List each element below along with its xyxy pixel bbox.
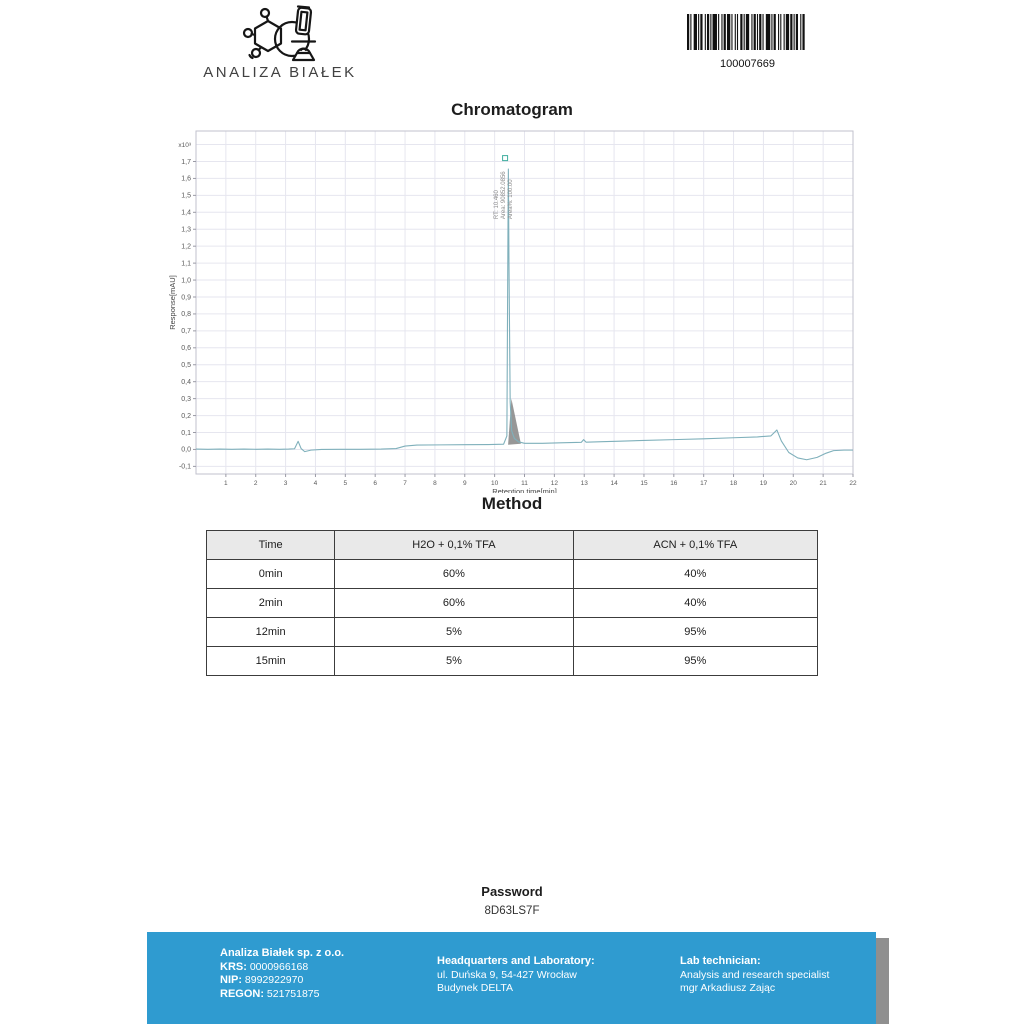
- method-table-body: [207, 560, 818, 676]
- method-cell: 95%: [573, 647, 817, 676]
- svg-text:7: 7: [403, 480, 407, 487]
- method-cell: 40%: [573, 589, 817, 618]
- footer-company-name: Analiza Białek sp. z o.o.: [220, 947, 345, 959]
- svg-text:0,5: 0,5: [181, 362, 191, 370]
- svg-text:19: 19: [759, 480, 768, 487]
- company-logo: [180, 4, 380, 81]
- method-cell: 12min: [207, 618, 335, 647]
- method-cell: 5%: [335, 618, 573, 647]
- footer-technician-name: mgr Arkadiusz Zając: [680, 982, 776, 994]
- svg-text:1,6: 1,6: [181, 175, 191, 183]
- svg-text:1,2: 1,2: [181, 243, 191, 251]
- method-cell: 15min: [207, 647, 335, 676]
- barcode-number: 100007669: [719, 58, 776, 70]
- svg-text:0,8: 0,8: [181, 311, 191, 319]
- footer-hq-building: Budynek DELTA: [437, 982, 514, 994]
- svg-text:17: 17: [700, 480, 708, 487]
- method-cell: 40%: [573, 560, 817, 589]
- svg-text:16: 16: [670, 480, 678, 487]
- footer-technician-role: Analysis and research specialist: [680, 968, 830, 981]
- barcode-icon: [687, 14, 808, 50]
- method-table: [206, 530, 818, 676]
- svg-text:11: 11: [521, 480, 528, 487]
- barcode-block: [687, 14, 808, 70]
- footer-hq-block: [437, 955, 595, 996]
- method-cell: 95%: [573, 618, 817, 647]
- svg-text:0,3: 0,3: [181, 395, 191, 403]
- svg-text:10: 10: [491, 480, 499, 487]
- footer-krs: KRS: 0000966168: [220, 960, 309, 973]
- svg-text:Retention time[min]: Retention time[min]: [492, 487, 557, 493]
- footer-hq-address: ul. Duńska 9, 54-427 Wrocław: [437, 968, 577, 981]
- svg-text:18: 18: [729, 480, 738, 487]
- molecule-microscope-icon: [234, 4, 326, 62]
- svg-text:4: 4: [313, 480, 318, 487]
- method-row: [207, 560, 818, 589]
- svg-text:3: 3: [283, 480, 288, 487]
- password-label: Password: [481, 884, 543, 899]
- svg-text:1,7: 1,7: [181, 158, 191, 166]
- brand-name: ANALIZA BIAŁEK: [203, 64, 357, 81]
- svg-text:Response[mAU]: Response[mAU]: [168, 275, 177, 330]
- method-table-header: [207, 531, 818, 560]
- svg-text:1,4: 1,4: [181, 209, 191, 217]
- svg-text:0,0: 0,0: [181, 446, 191, 454]
- footer-technician-title: Lab technician:: [680, 955, 761, 967]
- svg-text:0,9: 0,9: [181, 294, 191, 302]
- method-row: [207, 589, 818, 618]
- chromatogram-title: Chromatogram: [451, 100, 573, 119]
- svg-text:5: 5: [343, 480, 348, 487]
- method-col-header: ACN + 0,1% TFA: [573, 531, 817, 560]
- svg-text:22: 22: [849, 480, 857, 487]
- footer-shadow: [876, 938, 889, 1024]
- method-row: [207, 647, 818, 676]
- chromatogram-chart: [165, 125, 865, 493]
- svg-text:0,1: 0,1: [181, 429, 191, 437]
- svg-text:0,7: 0,7: [181, 328, 191, 336]
- password-value: 8D63LS7F: [484, 905, 540, 917]
- svg-text:15: 15: [640, 480, 648, 487]
- footer-regon: REGON: 521751875: [220, 987, 320, 1000]
- method-col-header: Time: [207, 531, 335, 560]
- svg-text:1,3: 1,3: [181, 226, 191, 234]
- svg-text:1,0: 1,0: [181, 277, 191, 285]
- method-cell: 0min: [207, 560, 335, 589]
- svg-text:0,2: 0,2: [181, 412, 191, 420]
- svg-text:2: 2: [253, 480, 258, 487]
- footer-company-block: [220, 947, 344, 1001]
- method-row: [207, 618, 818, 647]
- svg-text:x10³: x10³: [178, 141, 191, 149]
- method-cell: 2min: [207, 589, 335, 618]
- method-cell: 60%: [335, 560, 573, 589]
- method-cell: 5%: [335, 647, 573, 676]
- svg-text:6: 6: [373, 480, 377, 487]
- footer: [147, 932, 876, 1024]
- svg-text:0,4: 0,4: [181, 378, 191, 386]
- svg-text:1: 1: [224, 480, 228, 487]
- method-title: Method: [481, 494, 543, 513]
- footer-technician-block: [680, 955, 829, 996]
- svg-text:12: 12: [550, 480, 558, 487]
- svg-text:1,1: 1,1: [181, 260, 191, 268]
- footer-hq-title: Headquarters and Laboratory:: [437, 955, 595, 967]
- svg-text:Area%: 100.00: Area%: 100.00: [507, 179, 514, 220]
- svg-text:1,5: 1,5: [181, 192, 191, 200]
- svg-text:21: 21: [819, 480, 827, 487]
- svg-text:8: 8: [433, 480, 437, 487]
- svg-text:0,6: 0,6: [181, 345, 191, 353]
- svg-text:RT: 10.460: RT: 10.460: [494, 190, 501, 220]
- svg-text:20: 20: [789, 480, 797, 487]
- svg-text:14: 14: [610, 480, 618, 487]
- svg-text:9: 9: [462, 480, 467, 487]
- svg-text:Area: 90852.0856: Area: 90852.0856: [501, 171, 508, 220]
- chromatogram-plot: [165, 125, 865, 493]
- method-col-header: H2O + 0,1% TFA: [335, 531, 573, 560]
- svg-text:13: 13: [580, 480, 588, 487]
- footer-nip: NIP: 8992922970: [220, 974, 304, 986]
- svg-text:-0,1: -0,1: [178, 463, 191, 471]
- method-cell: 60%: [335, 589, 573, 618]
